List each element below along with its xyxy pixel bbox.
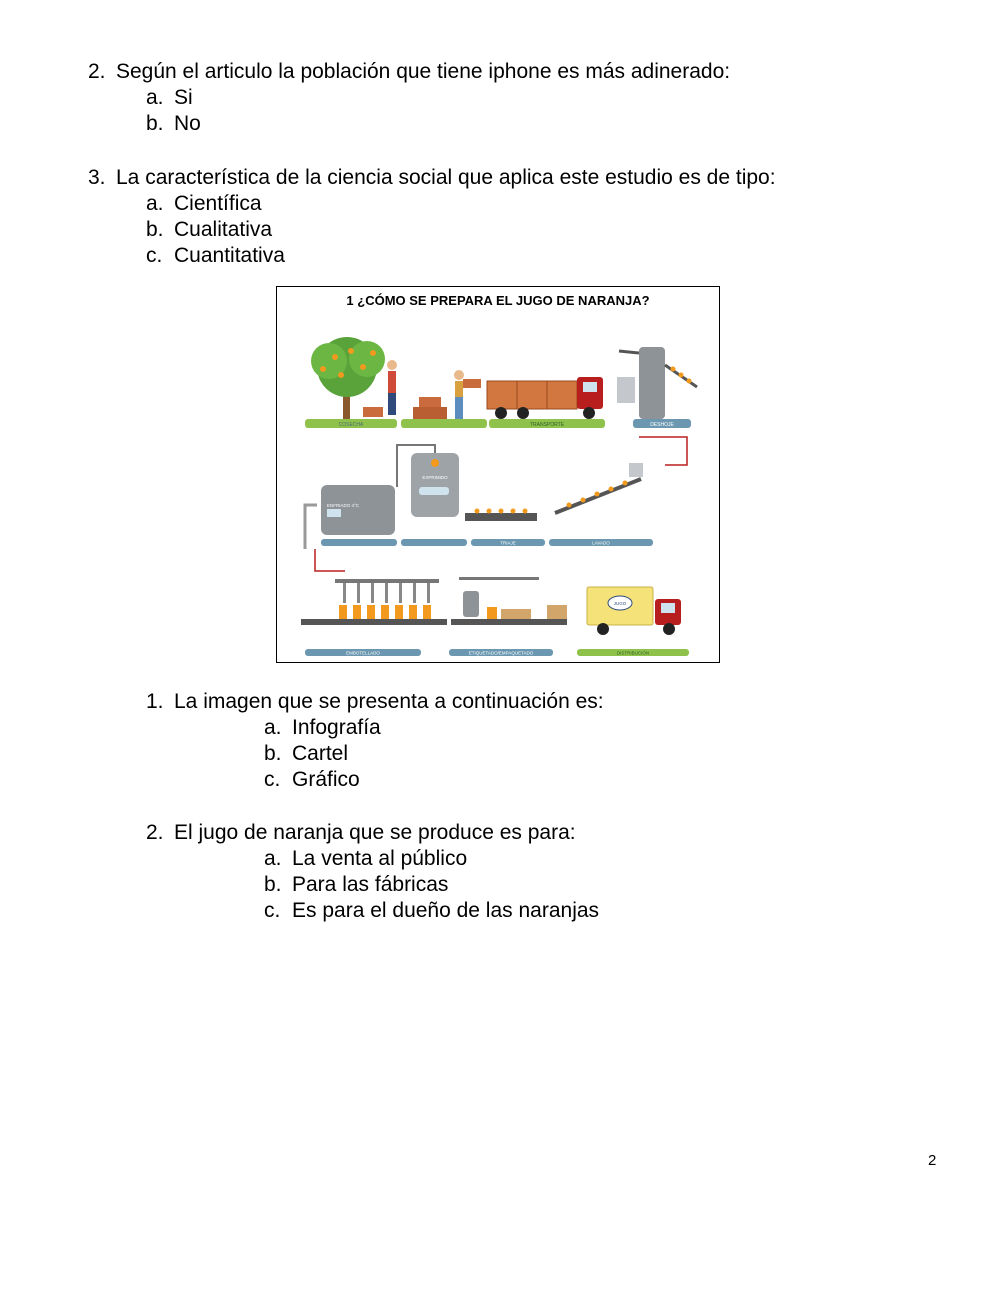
juice-bottle: [423, 605, 431, 619]
filler-nozzle: [385, 583, 388, 603]
juice-bottle: [353, 605, 361, 619]
option-letter: b.: [146, 112, 164, 135]
question-3: [88, 165, 776, 191]
option-item: [264, 898, 599, 924]
orange-fruit: [475, 509, 480, 514]
option-text: Para las fábricas: [292, 873, 449, 896]
transport-truck: [487, 377, 605, 428]
wheel: [583, 407, 595, 419]
question-text: Según el articulo la población que tiene iphone es más adinerado:: [116, 60, 731, 83]
sprayer: [629, 463, 643, 477]
stage-label-distribucion: DISTRIBUCIÓN: [616, 650, 650, 656]
conveyor: [451, 619, 567, 625]
deshoje-machine: [617, 347, 697, 465]
juice-bottle: [367, 605, 375, 619]
labeler-machine: [463, 591, 479, 617]
filler-nozzle: [427, 583, 430, 603]
option-item: [146, 243, 285, 269]
orange-fruit: [595, 492, 600, 497]
option-item: [264, 846, 467, 872]
option-letter: b.: [264, 873, 282, 896]
orange-fruit: [320, 366, 326, 372]
machine-light: [431, 459, 439, 467]
orange-fruit: [360, 364, 366, 370]
option-item: [264, 741, 348, 767]
grass-strip: [401, 419, 487, 428]
stage-label-lavado: LAVADO: [592, 540, 610, 546]
option-letter: b.: [146, 218, 164, 241]
question-2: [88, 59, 730, 85]
orange-fruit: [581, 498, 586, 503]
stage-label-exprimido: EXPRIMIDO: [422, 475, 448, 480]
option-text: Científica: [174, 192, 262, 215]
page-number: 2: [928, 1152, 937, 1169]
harvest-scene: [305, 337, 487, 428]
option-text: Si: [174, 86, 193, 109]
orange-fruit: [511, 509, 516, 514]
option-letter: c.: [264, 768, 281, 791]
filler-nozzle: [371, 583, 374, 603]
question-number: 2.: [146, 821, 164, 844]
bin: [617, 377, 635, 403]
option-item: [146, 111, 201, 137]
option-letter: c.: [146, 244, 163, 267]
orange-fruit: [348, 348, 354, 354]
wheel: [495, 407, 507, 419]
truck-logo-text: JUGO: [613, 601, 627, 606]
labeler-bar: [459, 577, 539, 580]
filler-bar: [335, 579, 439, 583]
crate: [419, 397, 441, 407]
wheel: [517, 407, 529, 419]
option-text: Cuantitativa: [174, 244, 285, 267]
farmer-figure: [388, 393, 396, 415]
juice-box: [501, 609, 531, 619]
option-text: Infografía: [292, 716, 381, 739]
question-text: El jugo de naranja que se produce es para:: [174, 821, 576, 844]
question-1: [146, 689, 604, 715]
juice-bottle: [339, 605, 347, 619]
option-letter: a.: [146, 192, 164, 215]
machine-body: [639, 347, 665, 419]
option-text: Cartel: [292, 742, 349, 765]
wheel: [663, 623, 675, 635]
tree-canopy: [349, 341, 385, 377]
orange-fruit: [499, 509, 504, 514]
orange-fruit: [687, 379, 692, 384]
orange-juice-infographic: [276, 286, 720, 663]
crate: [363, 407, 383, 417]
processing-row: [305, 445, 653, 549]
orange-fruit: [487, 509, 492, 514]
option-item: [264, 767, 360, 793]
filler-nozzle: [413, 583, 416, 603]
stage-label-embotellado: EMBOTELLADO: [346, 650, 380, 656]
option-text: La venta al público: [292, 847, 468, 870]
infographic-svg: [277, 287, 719, 662]
orange-fruit: [671, 367, 676, 372]
tank-window: [327, 509, 341, 517]
wheel: [597, 623, 609, 635]
option-letter: a.: [264, 716, 282, 739]
option-item: [146, 85, 193, 111]
filler-nozzle: [399, 583, 402, 603]
truck-cargo: [487, 381, 577, 409]
question-number: 1.: [146, 690, 164, 713]
juice-bottle: [395, 605, 403, 619]
flow-arrow: [639, 437, 687, 465]
orange-fruit: [609, 487, 614, 492]
farmer-figure: [455, 397, 463, 419]
question-text: La imagen que se presenta a continuación es:: [174, 690, 604, 713]
stage-label-bar: [401, 539, 467, 546]
orange-fruit: [523, 509, 528, 514]
juice-box: [547, 605, 567, 619]
option-text: Gráfico: [292, 768, 360, 791]
infographic-title: 1 ¿CÓMO SE PREPARA EL JUGO DE NARANJA?: [346, 293, 650, 308]
crate: [463, 379, 481, 388]
stage-label-bar: [321, 539, 397, 546]
stage-label-enfriado: ENFRIADO 4°C: [326, 503, 360, 508]
juice-bottle: [381, 605, 389, 619]
juice-bottle: [409, 605, 417, 619]
stage-label-triaje: TRIAJE: [500, 540, 516, 546]
orange-fruit: [370, 350, 376, 356]
truck-window: [583, 382, 597, 392]
option-text: Es para el dueño de las naranjas: [292, 899, 600, 922]
option-item: [146, 191, 262, 217]
farmer-head: [387, 360, 397, 370]
farmer-figure: [455, 381, 463, 397]
option-item: [146, 217, 272, 243]
stage-label-etiquetado: ETIQUETADO/EMPAQUETADO: [468, 650, 534, 656]
orange-fruit: [567, 503, 572, 508]
farmer-figure: [388, 371, 396, 393]
pipe: [305, 505, 317, 549]
machine-window: [419, 487, 449, 495]
truck-cab: [577, 377, 603, 409]
option-text: No: [174, 112, 201, 135]
filler-nozzle: [343, 583, 346, 603]
question-number: 2.: [88, 60, 106, 83]
option-letter: c.: [264, 899, 281, 922]
orange-fruit: [332, 354, 338, 360]
option-letter: a.: [264, 847, 282, 870]
orange-fruit: [338, 372, 344, 378]
option-item: [264, 872, 448, 898]
conveyor: [619, 351, 639, 353]
filler-nozzle: [357, 583, 360, 603]
option-item: [264, 715, 381, 741]
juice-bottle: [487, 607, 497, 619]
flow-arrow: [315, 549, 345, 571]
conveyor: [301, 619, 447, 625]
crate: [413, 407, 447, 419]
question-2b: [146, 820, 576, 846]
truck-window: [661, 603, 675, 613]
stage-label-cosecha: COSECHA: [338, 422, 364, 428]
question-text: La característica de la ciencia social que aplica este estudio es de tipo:: [116, 166, 776, 189]
conveyor: [465, 513, 537, 521]
farmer-head: [454, 370, 464, 380]
bottling-row: [301, 549, 689, 656]
orange-fruit: [623, 481, 628, 486]
stage-label-deshoje: DESHOJE: [650, 422, 674, 428]
stage-label-transporte: TRANSPORTE: [529, 422, 565, 428]
option-letter: a.: [146, 86, 164, 109]
question-number: 3.: [88, 166, 106, 189]
option-letter: b.: [264, 742, 282, 765]
orange-fruit: [679, 373, 684, 378]
option-text: Cualitativa: [174, 218, 273, 241]
